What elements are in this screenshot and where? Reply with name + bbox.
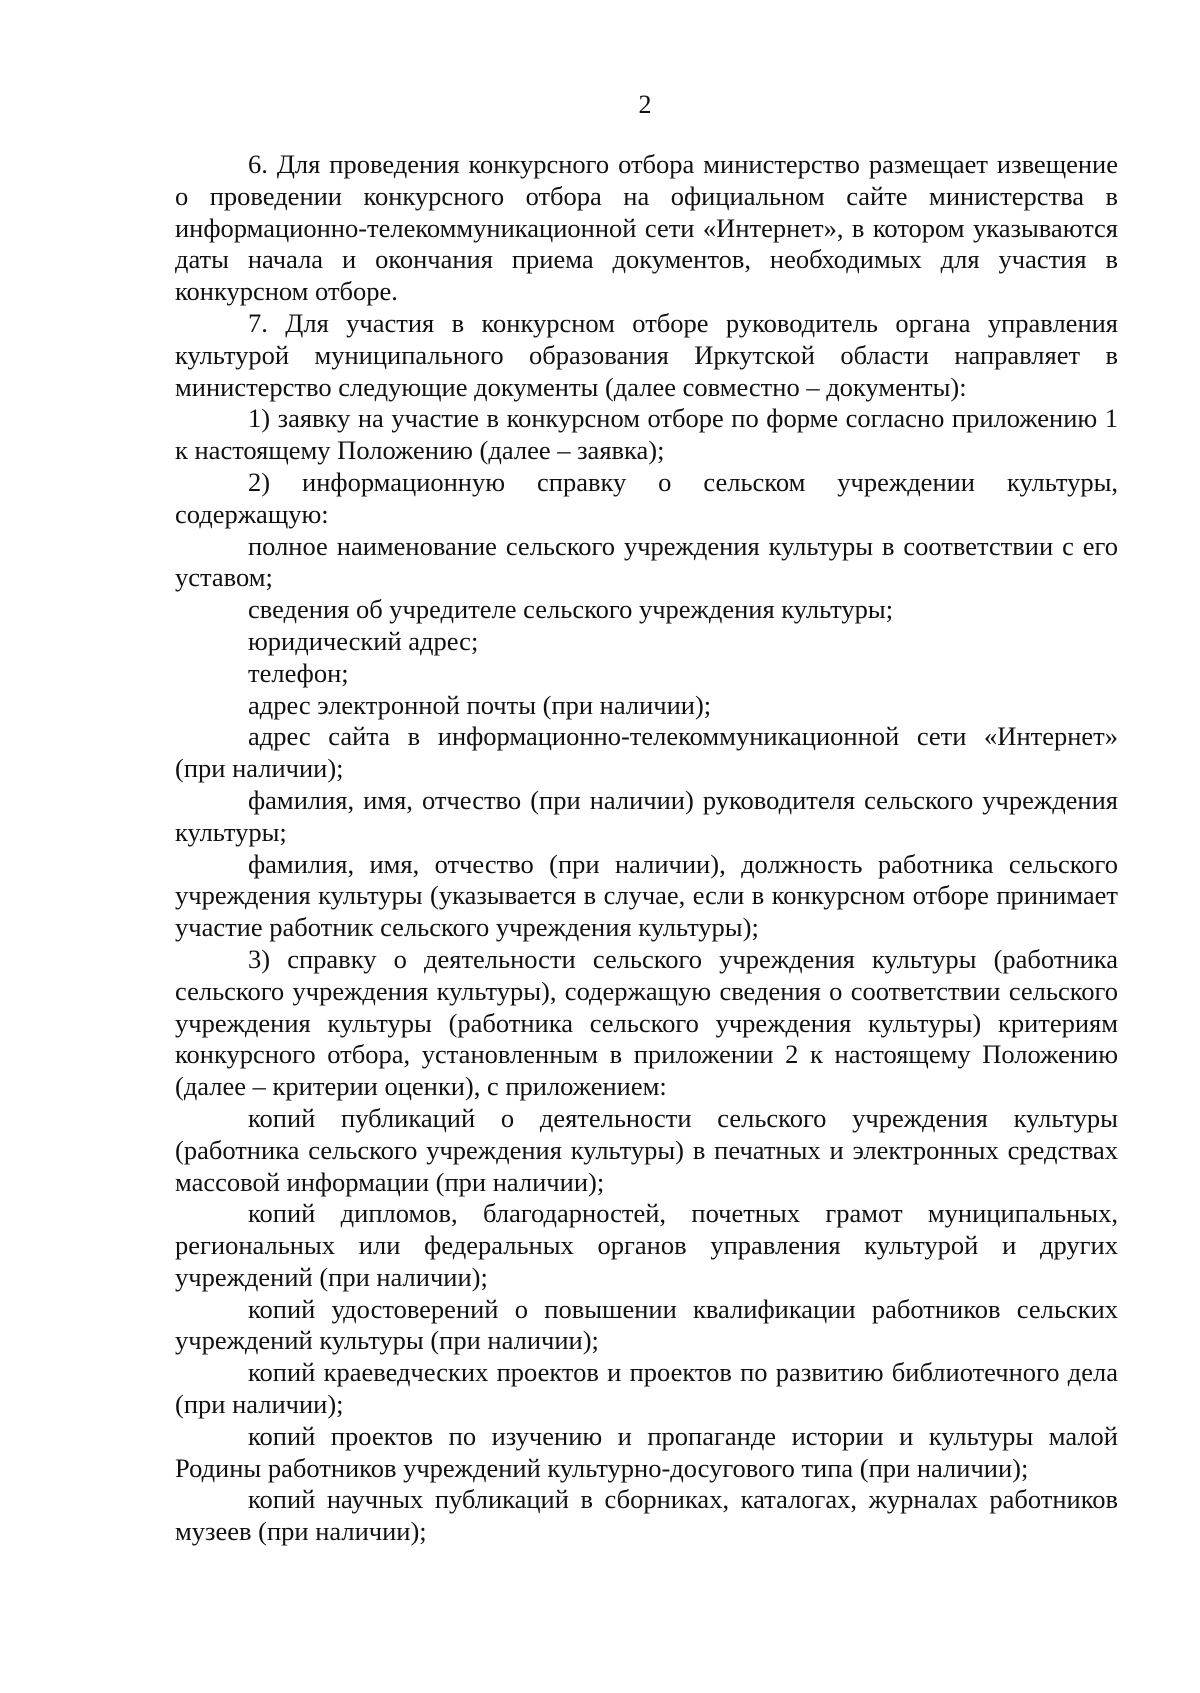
paragraph-founder: сведения об учредителе сельского учреждения культуры; (248, 594, 894, 625)
paragraph-phone: телефон; (248, 657, 349, 688)
document-body (175, 149, 1118, 1548)
paragraph-small-homeland-projects: копий проектов по изучению и пропаганде истории и культуры малой Родины работников учреждений культурно-досугового типа (при наличии); (175, 1420, 1118, 1483)
paragraph-website: адрес сайта в информационно-телекоммуникационной сети «Интернет» (при наличии); (175, 721, 1118, 784)
paragraph-7: 7. Для участия в конкурсном отборе руководитель органа управления культурой муниципального образования Иркутской области направляет в министерство следующие документы (далее совместно – документы): (175, 307, 1118, 402)
paragraph-6: 6. Для проведения конкурсного отбора министерство размещает извещение о проведении конкурсного отбора на официальном сайте министерства в информационно-телекоммуникационной сети «Интернет», в котором указываются даты начала и окончания приема документов, необходимых для участия в конкурсном отборе. (175, 149, 1118, 307)
paragraph-full-name: полное наименование сельского учреждения культуры в соответствии с его уставом; (175, 530, 1118, 593)
paragraph-email: адрес электронной почты (при наличии); (248, 689, 712, 720)
paragraph-publications: копий публикаций о деятельности сельского учреждения культуры (работника сельского учреждения культуры) в печатных и электронных средствах массовой информации (при наличии); (175, 1102, 1118, 1197)
list-item-2: 2) информационную справку о сельском учреждении культуры, содержащую: (175, 466, 1118, 529)
paragraph-local-history-projects: копий краеведческих проектов и проектов по развитию библиотечного дела (при наличии); (175, 1357, 1118, 1420)
list-item-3: 3) справку о деятельности сельского учреждения культуры (работника сельского учреждения культуры), содержащую сведения о соответствии сельского учреждения культуры (работника сельского учреждения культуры) критериям конкурсного отбора, установленным в приложении 2 к настоящему Положению (далее – критерии оценки), с приложением: (175, 943, 1118, 1102)
page-number: 2 (638, 90, 652, 119)
paragraph-employee-name: фамилия, имя, отчество (при наличии), должность работника сельского учреждения культуры (указывается в случае, если в конкурсном отборе принимает участие работник сельского учреждения культуры); (175, 848, 1118, 943)
paragraph-legal-address: юридический адрес; (248, 625, 479, 656)
list-item-1: 1) заявку на участие в конкурсном отборе по форме согласно приложению 1 к настоящему Положению (далее – заявка); (175, 403, 1118, 466)
paragraph-director-name: фамилия, имя, отчество (при наличии) руководителя сельского учреждения культуры; (175, 784, 1118, 847)
paragraph-certificates: копий удостоверений о повышении квалификации работников сельских учреждений культуры (при наличии); (175, 1293, 1118, 1356)
paragraph-diplomas: копий дипломов, благодарностей, почетных грамот муниципальных, региональных или федеральных органов управления культурой и других учреждений (при наличии); (175, 1198, 1118, 1292)
paragraph-scientific-publications: копий научных публикаций в сборниках, каталогах, журналах работников музеев (при наличии); (175, 1484, 1118, 1547)
